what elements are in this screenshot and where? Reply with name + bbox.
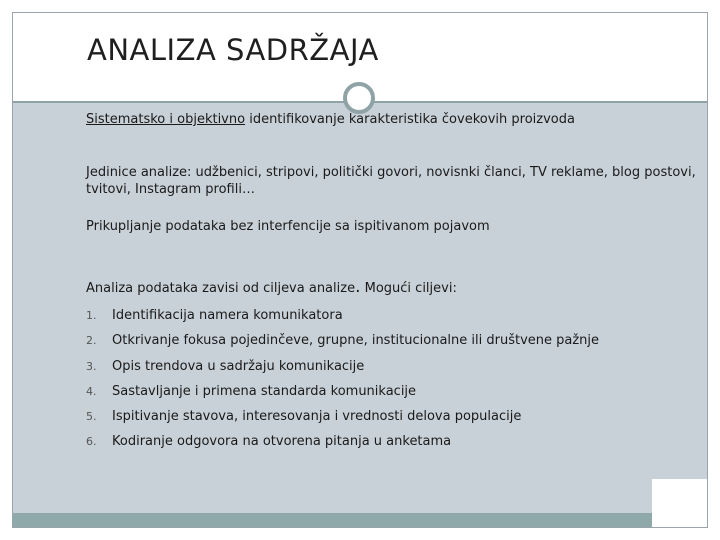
goals-dot: .	[355, 277, 361, 297]
goals-lead-paragraph	[86, 279, 457, 297]
list-number: 2.	[86, 334, 97, 348]
list-number: 1.	[86, 309, 97, 322]
collection-paragraph: Prikupljanje podataka bez interfencije sa ispitivanom pojavom	[86, 219, 490, 234]
corner-box	[652, 479, 707, 527]
list-text: Sastavljanje i primena standarda komunikacije	[112, 383, 417, 399]
intro-rest: identifikovanje karakteristika čovekovih proizvoda	[245, 112, 575, 127]
list-text: Otkrivanje fokusa pojedinčeve, grupne, institucionalne ili društvene pažnje	[112, 333, 600, 349]
goals-lead: Analiza podataka zavisi od ciljeva analize	[86, 281, 356, 296]
slide-title: ANALIZA SADRŽAJA	[87, 33, 379, 67]
units-paragraph: Jedinice analize: udžbenici, stripovi, politički govori, novisnki članci, TV reklame, blog postovi, tvitovi, Instagram profili…	[86, 165, 696, 197]
goals-tail: Mogući ciljevi:	[360, 281, 457, 296]
list-number: 3.	[86, 359, 97, 373]
list-number: 6.	[86, 435, 97, 449]
list-number: 5.	[86, 410, 97, 424]
list-number: 4.	[86, 384, 97, 398]
list-text: Identifikacija namera komunikatora	[112, 308, 343, 323]
list-text: Ispitivanje stavova, interesovanja i vrednosti delova populacije	[112, 409, 522, 425]
bottom-accent-bar	[13, 513, 707, 527]
list-text: Kodiranje odgovora na otvorena pitanja u anketama	[112, 434, 452, 450]
slide	[12, 12, 708, 528]
circle-ornament-icon	[343, 82, 375, 114]
intro-paragraph	[86, 111, 575, 128]
list-text: Opis trendova u sadržaju komunikacije	[112, 358, 365, 374]
intro-underlined: Sistematsko i objektivno	[86, 112, 246, 127]
